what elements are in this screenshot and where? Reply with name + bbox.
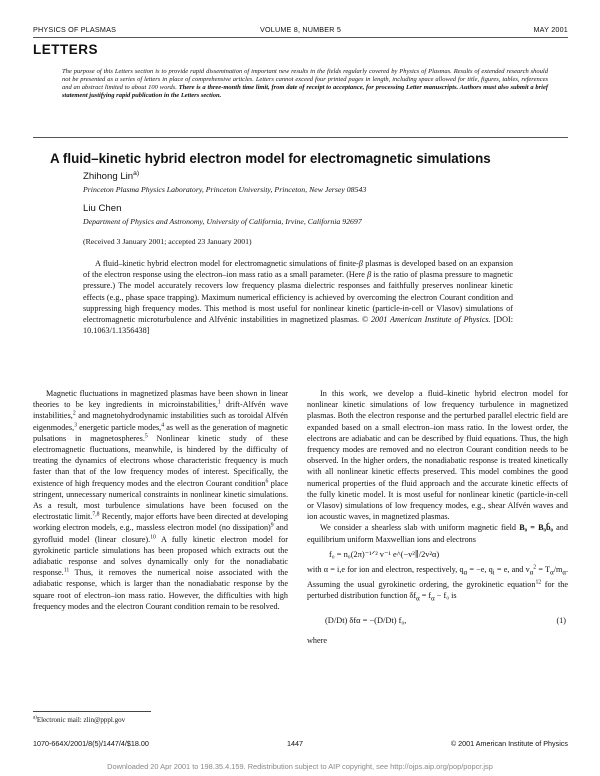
section-purpose: [62, 68, 548, 100]
text-span: = −e, q: [467, 565, 493, 575]
inline-math: B₀ = B₀b̂₀: [519, 523, 554, 533]
citation: 5: [144, 433, 148, 440]
text-span: Thus, it removes the numerical noise associated with the adiabatic response, which is larger than the nonadiabatic response by the square root of electron–ion mass ratio. However, the difficulties with high frequency modes and the electron Courant condition remain to be resolved.: [33, 568, 288, 611]
text-span: as well as the generation of magnetic pulsations in magnetospheres.: [33, 422, 288, 443]
footer-copyright: © 2001 American Institute of Physics: [450, 739, 568, 748]
text-span: We consider a shearless slab with uniform magnetic field: [320, 523, 520, 533]
body-paragraph: In this work, we develop a fluid–kinetic hybrid electron model for nonlinear kinetic simulations of low frequency turbulence in magnetized plasmas. Both the electron response and the perturbed parallel electric field are expanded based on a small electron–ion mass ratio. In the lowest order, the electrons are adiabatic and can be described by fluid equations. Thus, the high frequency modes are removed and no electron Courant condition needs to be observed. In the higher orders, the nonadiabatic response is treated kinetically with all nonlinear kinetic effects preserved. This model combines the good numerical properties of the fluid approach and the accurate kinetic effects of the fully kinetic model. It is most useful for nonlinear kinetic (particle-in-cell or Vlasov) simulations of low frequency modes, e.g., shear Alfvén waves and ion acoustic waves, in magnetized plasmas.: [307, 389, 568, 522]
author-name: [83, 171, 139, 182]
citation: 2: [72, 410, 76, 417]
text-span: − f₀ is: [434, 591, 457, 601]
footnote-rule: [33, 711, 151, 712]
body-paragraph: [307, 522, 568, 544]
issue-date: MAY 2001: [533, 25, 568, 34]
text-span: drift-Alfvén wave instabilities,: [33, 400, 288, 421]
citation: 9: [270, 522, 274, 529]
body-paragraph: where: [307, 635, 328, 645]
equation-1: (D/Dt) δfα = −(D/Dt) f₀,: [325, 615, 407, 625]
text-span: with α = i,e for ion and electron, respectively, q: [307, 565, 464, 575]
author-2-affiliation: Department of Physics and Astronomy, University of California, Irvine, California 92697: [83, 217, 362, 226]
doi: [DOI: 10.1063/1.1356438]: [83, 315, 514, 336]
purpose-bold-text: There is a three-month time limit, from date of receipt to acceptance, for processing Letter manuscripts. Authors must also submit a brief statement justifying rapid publication in the Letters section.: [62, 84, 549, 100]
purpose-text: The purpose of this Letters section is to provide rapid dissemination of important new results in the fields regularly covered by Physics of Plasmas. Results of extended research should not be presented as a series of letters in place of comprehensive articles. Letters cannot exceed four printed pages in length, including space allowed for title, figures, tables, references and an abstract limited to about 100 words.: [62, 68, 548, 92]
footer-code: 1070-664X/2001/8(5)/1447/4/$18.00: [33, 739, 149, 748]
citation: 11: [63, 567, 70, 574]
citation: 3: [74, 421, 78, 428]
text-span: = e, and v: [494, 565, 530, 575]
text-span: and magnetohydrodynamic instabilities such as toroidal Alfvén eigenmodes,: [33, 411, 288, 432]
text-span: /m: [553, 565, 563, 575]
text-span: = T: [536, 565, 551, 575]
abstract-text-a: A fluid–kinetic hybrid electron model for electromagnetic simulations of finite-: [95, 259, 359, 268]
beta-symbol: β: [367, 270, 372, 280]
text-span: and equilibrium uniform Maxwellian ions and electrons: [307, 523, 568, 544]
text-span: and gyrofluid model (linear closure).: [33, 523, 288, 544]
text-span: A fully kinetic electron model for gyrokinetic particle simulations has been proposed which extracts out the adiabatic response and solves dynamically only for the nonadiabatic response.: [33, 534, 288, 578]
abstract: [83, 258, 513, 336]
article-title: A fluid–kinetic hybrid electron model for electromagnetic simulations: [50, 151, 491, 166]
citation: 10: [150, 533, 156, 540]
body-paragraph: [33, 388, 288, 612]
footnote-mark: a): [33, 715, 37, 721]
abstract-text-b: plasmas is developed based on an expansion of the electron response using the electron–ion mass ratio as a small parameter. (Here: [83, 259, 513, 280]
section-rule: [33, 137, 568, 138]
received-dates: (Received 3 January 2001; accepted 23 January 2001): [83, 237, 252, 246]
author-1-affiliation: Princeton Plasma Physics Laboratory, Princeton University, Princeton, New Jersey 08543: [83, 185, 367, 194]
footnote: [33, 716, 125, 724]
volume-info: VOLUME 8, NUMBER 5: [260, 25, 342, 34]
text-span: = f: [419, 591, 432, 601]
footnote-text: Electronic mail: zlin@pppl.gov: [36, 716, 126, 724]
page-number: 1447: [287, 739, 303, 748]
citation: 12: [535, 579, 542, 586]
author-1-name: Zhihong Lin: [83, 171, 134, 182]
citation: 1: [217, 399, 221, 406]
text-span: Recently, major efforts have been directed at developing working electron models, e.g., massless electron model (no dissipation): [33, 512, 288, 533]
section-title: LETTERS: [33, 42, 99, 57]
text-span: energetic particle modes,: [77, 422, 162, 432]
equation-1-number: (1): [556, 615, 566, 625]
equation-f0: f₀ = n₀(2π)⁻¹ᐟ² v⁻¹ e^(−v²∥/2v²α): [329, 549, 440, 559]
text-span: place stringent, unnecessary numerical constraints in nonlinear kinetic simulations. As a result, most turbulence simulations have been focused on the electrostatic limit.: [33, 478, 289, 522]
citation: 7,8: [92, 511, 100, 518]
body-right-column: [307, 388, 568, 646]
citation: 4: [161, 421, 165, 428]
text-span: Magnetic fluctuations in magnetized plasmas have been shown in linear theories to be key ingredients in microinstabilities,: [33, 389, 288, 410]
text-span: for the perturbed distribution function δf: [307, 579, 568, 601]
equation-1-row: [307, 609, 568, 635]
journal-name: PHYSICS OF PLASMAS: [33, 25, 117, 34]
header-rule: [33, 37, 568, 38]
body-left-column: [33, 388, 288, 612]
text-span: . Assuming the usual gyrokinetic ordering, the gyrokinetic equation: [307, 565, 569, 589]
beta-symbol: β: [358, 259, 363, 268]
download-notice: Downloaded 20 Apr 2001 to 198.35.4.159. Redistribution subject to AIP copyright, see http://ojps.aip.org/pop/popcr.jsp: [107, 762, 493, 771]
author-2-name: Liu Chen: [83, 203, 122, 214]
body-paragraph: with α = i,e for ion and electron, respectively, $q_\alpha = -e$, $q_i = e$, and $v_\alpha^2 = T_\alpha/m_\alpha$. Assuming the usual gyrokinetic ordering, the gyrokinetic equation$^{12}$ for the perturbed distribution function $\delta f_\alpha = f_\alpha - f_0$ is: [307, 564, 569, 603]
abstract-text-c: is the ratio of plasma pressure to magnetic pressure.) The model accurately recovers low frequency plasma dielectric responses and faithfully preserves nonlinear kinetic effects (e.g., phase space trapping). Maximum numerical efficiency is achieved by overcoming the electron Courant condition and suppressing high frequency modes. This method is most useful for nonlinear kinetic (particle-in-cell or Vlasov) simulations of electromagnetic microturbulence and Alfvénic instabilities in magnetized plasmas.: [83, 270, 514, 325]
abstract-copyright: © 2001 American Institute of Physics.: [361, 315, 491, 325]
author-1-footnote-mark: a): [133, 169, 140, 177]
text-span: Nonlinear kinetic study of these electromagnetic fluctuations, meanwhile, is hindered by the difficulty of treating the dynamics of electrons whose characteristic frequency is much faster than that of the low frequency modes of interest. Specifically, the existence of high frequency modes and the electron Courant condition: [33, 433, 289, 488]
citation: 6: [265, 477, 269, 484]
